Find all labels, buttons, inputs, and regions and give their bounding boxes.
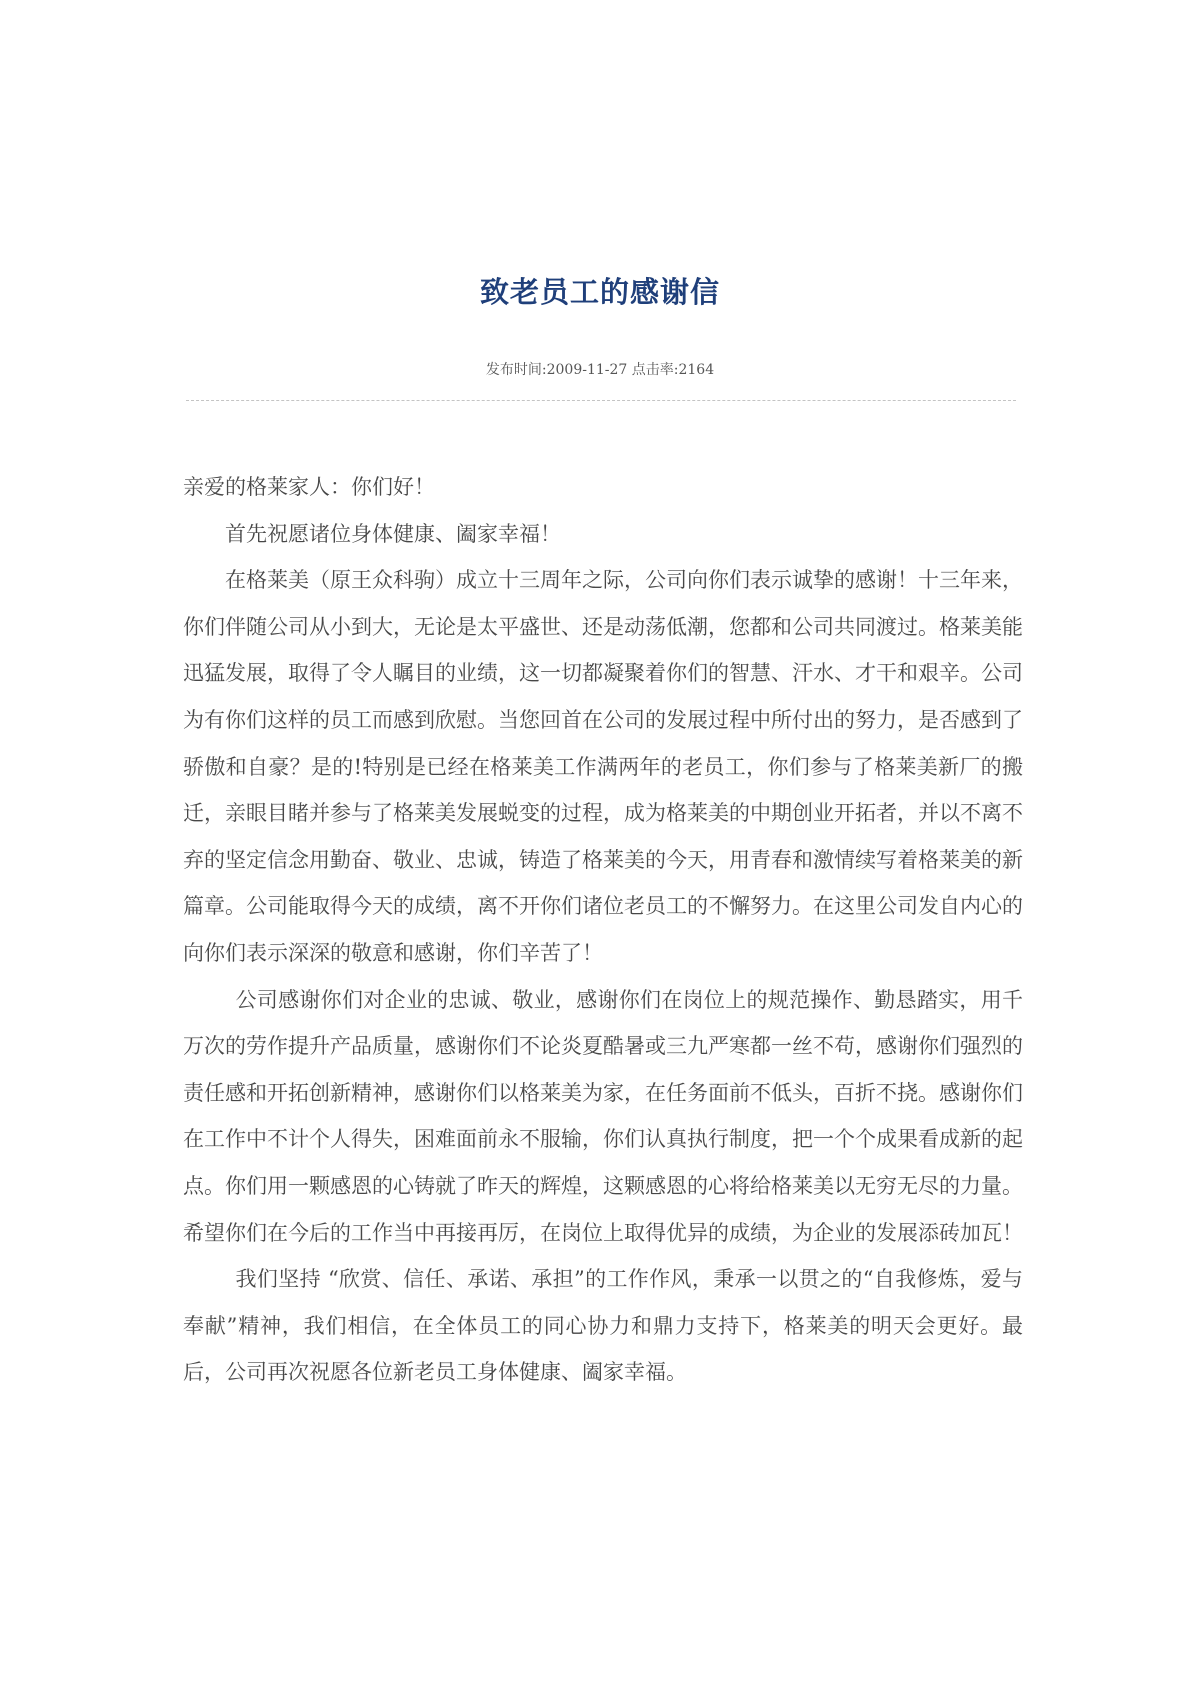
salutation: 亲爱的格莱家人：你们好！: [183, 475, 435, 499]
paragraph-closing: 我们坚持 “欣赏、信任、承诺、承担”的工作作风，秉承一以贯之的“自我修炼，爱与奉献”精神，我们相信，在全体员工的同心协力和鼎力支持下，格莱美的明天会更好。最后，公司再次祝愿各位新老员工身体健康、阖家幸福。: [183, 1267, 1023, 1385]
dashed-divider: [186, 400, 1016, 401]
paragraph-greeting: 首先祝愿诸位身体健康、阖家幸福！: [225, 521, 561, 546]
letter-body: [183, 464, 1023, 1396]
paragraph-anniversary: 在格莱美（原王众科驹）成立十三周年之际，公司向你们表示诚挚的感谢！十三年来，你们伴随公司从小到大，无论是太平盛世、还是动荡低潮，您都和公司共同渡过。格莱美能迅猛发展，取得了令人瞩目的业绩，这一切都凝聚着你们的智慧、汗水、才干和艰辛。公司为有你们这样的员工而感到欣慰。当您回首在公司的发展过程中所付出的努力，是否感到了骄傲和自豪？是的!特别是已经在格莱美工作满两年的老员工，你们参与了格莱美新厂的搬迁，亲眼目睹并参与了格莱美发展蜕变的过程，成为格莱美的中期创业开拓者，并以不离不弃的坚定信念用勤奋、敬业、忠诚，铸造了格莱美的今天，用青春和激情续写着格莱美的新篇章。公司能取得今天的成绩，离不开你们诸位老员工的不懈努力。在这里公司发自内心的向你们表示深深的敬意和感谢，你们辛苦了！: [183, 568, 1023, 965]
paragraph-gratitude: 公司感谢你们对企业的忠诚、敬业，感谢你们在岗位上的规范操作、勤恳踏实，用千万次的劳作提升产品质量，感谢你们不论炎夏酷暑或三九严寒都一丝不苟，感谢你们强烈的责任感和开拓创新精神，感谢你们以格莱美为家，在任务面前不低头，百折不挠。感谢你们在工作中不计个人得失，困难面前永不服输，你们认真执行制度，把一个个成果看成新的起点。你们用一颗感恩的心铸就了昨天的辉煌，这颗感恩的心将给格莱美以无穷无尽的力量。希望你们在今后的工作当中再接再厉，在岗位上取得优异的成绩，为企业的发展添砖加瓦！: [183, 987, 1023, 1245]
publish-meta: 发布时间:2009-11-27 点击率:2164: [485, 362, 715, 378]
page-title: 致老员工的感谢信: [479, 275, 720, 309]
